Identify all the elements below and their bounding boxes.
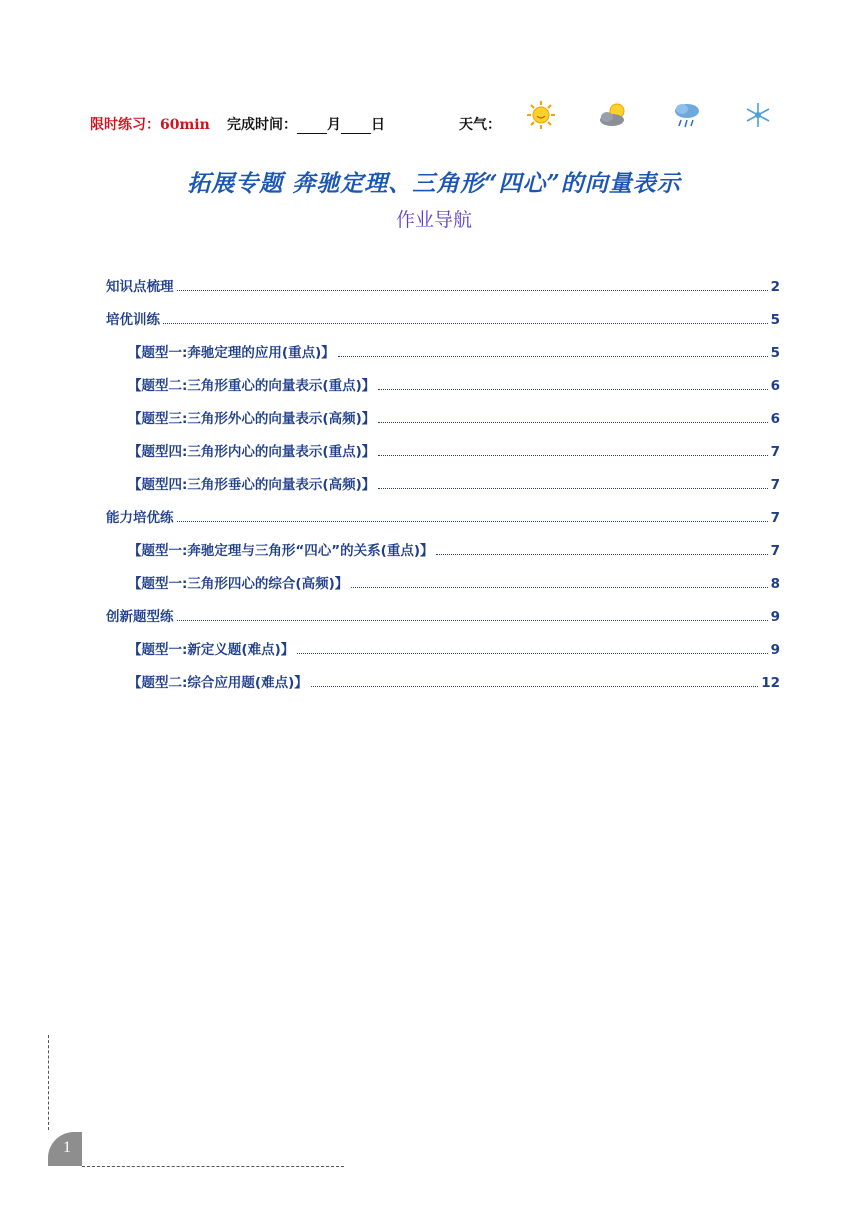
toc-entry-label: 【题型三:三角形外心的向量表示(高频)】 — [128, 411, 376, 427]
toc-entry[interactable] — [106, 460, 780, 493]
toc-entry-page: 7 — [770, 477, 780, 493]
toc-leader — [177, 619, 768, 621]
page-number: 1 — [63, 1139, 71, 1156]
toc-leader — [378, 388, 767, 390]
toc-entry[interactable] — [106, 526, 780, 559]
toc-entry-label: 创新题型练 — [106, 609, 174, 625]
toc-entry[interactable] — [106, 493, 780, 526]
table-of-contents — [106, 262, 780, 691]
snow-icon[interactable] — [741, 100, 775, 130]
toc-entry[interactable] — [106, 328, 780, 361]
month-blank[interactable] — [297, 119, 327, 134]
toc-entry-page: 7 — [770, 510, 780, 526]
document-title: 拓展专题 奔驰定理、三角形“四心”的向量表示 — [187, 170, 681, 197]
toc-entry-label: 【题型二:综合应用题(难点)】 — [128, 675, 308, 691]
toc-leader — [338, 355, 768, 357]
toc-entry-page: 7 — [770, 543, 780, 559]
day-label: 日 — [371, 117, 385, 133]
toc-leader — [436, 553, 767, 555]
toc-entry-label: 培优训练 — [106, 312, 160, 328]
toc-entry-label: 【题型一:奔驰定理与三角形“四心”的关系(重点)】 — [128, 543, 434, 559]
rain-icon[interactable] — [670, 100, 704, 130]
toc-leader — [177, 520, 768, 522]
toc-entry[interactable] — [106, 592, 780, 625]
toc-entry[interactable] — [106, 262, 780, 295]
time-limit-label: 限时练习：60min — [90, 117, 210, 133]
toc-leader — [351, 586, 767, 588]
toc-entry[interactable] — [106, 427, 780, 460]
toc-entry-page: 6 — [770, 378, 780, 394]
toc-entry-page: 7 — [770, 444, 780, 460]
toc-leader — [311, 685, 758, 687]
toc-entry-page: 9 — [770, 609, 780, 625]
toc-entry-label: 能力培优练 — [106, 510, 174, 526]
toc-entry-page: 2 — [770, 279, 780, 295]
toc-entry[interactable] — [106, 361, 780, 394]
toc-entry-page: 9 — [770, 642, 780, 658]
toc-entry[interactable] — [106, 658, 780, 691]
toc-leader — [177, 289, 768, 291]
completion-time-label: 完成时间： — [227, 117, 297, 133]
toc-entry-page: 5 — [770, 312, 780, 328]
toc-entry-label: 【题型四:三角形垂心的向量表示(高频)】 — [128, 477, 376, 493]
toc-entry-label: 【题型一:三角形四心的综合(高频)】 — [128, 576, 349, 592]
toc-entry[interactable] — [106, 394, 780, 427]
toc-leader — [378, 421, 767, 423]
toc-leader — [163, 322, 768, 324]
toc-entry-label: 知识点梳理 — [106, 279, 174, 295]
toc-leader — [378, 454, 767, 456]
completion-time — [227, 114, 385, 134]
toc-entry-page: 12 — [761, 675, 780, 691]
partly-cloudy-icon[interactable] — [597, 100, 631, 130]
toc-entry-label: 【题型二:三角形重心的向量表示(重点)】 — [128, 378, 376, 394]
toc-entry-page: 8 — [770, 576, 780, 592]
toc-entry[interactable] — [106, 625, 780, 658]
toc-leader — [297, 652, 767, 654]
sun-icon[interactable] — [524, 100, 558, 130]
toc-entry-page: 5 — [770, 345, 780, 361]
toc-entry-label: 【题型四:三角形内心的向量表示(重点)】 — [128, 444, 376, 460]
document-subtitle: 作业导航 — [395, 209, 472, 231]
month-label: 月 — [327, 117, 341, 133]
day-blank[interactable] — [341, 119, 371, 134]
footer-vertical-rule — [48, 1035, 49, 1130]
toc-leader — [378, 487, 767, 489]
toc-entry-label: 【题型一:新定义题(难点)】 — [128, 642, 295, 658]
weather-label: 天气： — [459, 117, 501, 133]
practice-header — [90, 112, 790, 136]
footer-horizontal-rule — [82, 1166, 344, 1167]
toc-entry[interactable] — [106, 559, 780, 592]
toc-entry[interactable] — [106, 295, 780, 328]
toc-entry-label: 【题型一:奔驰定理的应用(重点)】 — [128, 345, 335, 361]
toc-entry-page: 6 — [770, 411, 780, 427]
